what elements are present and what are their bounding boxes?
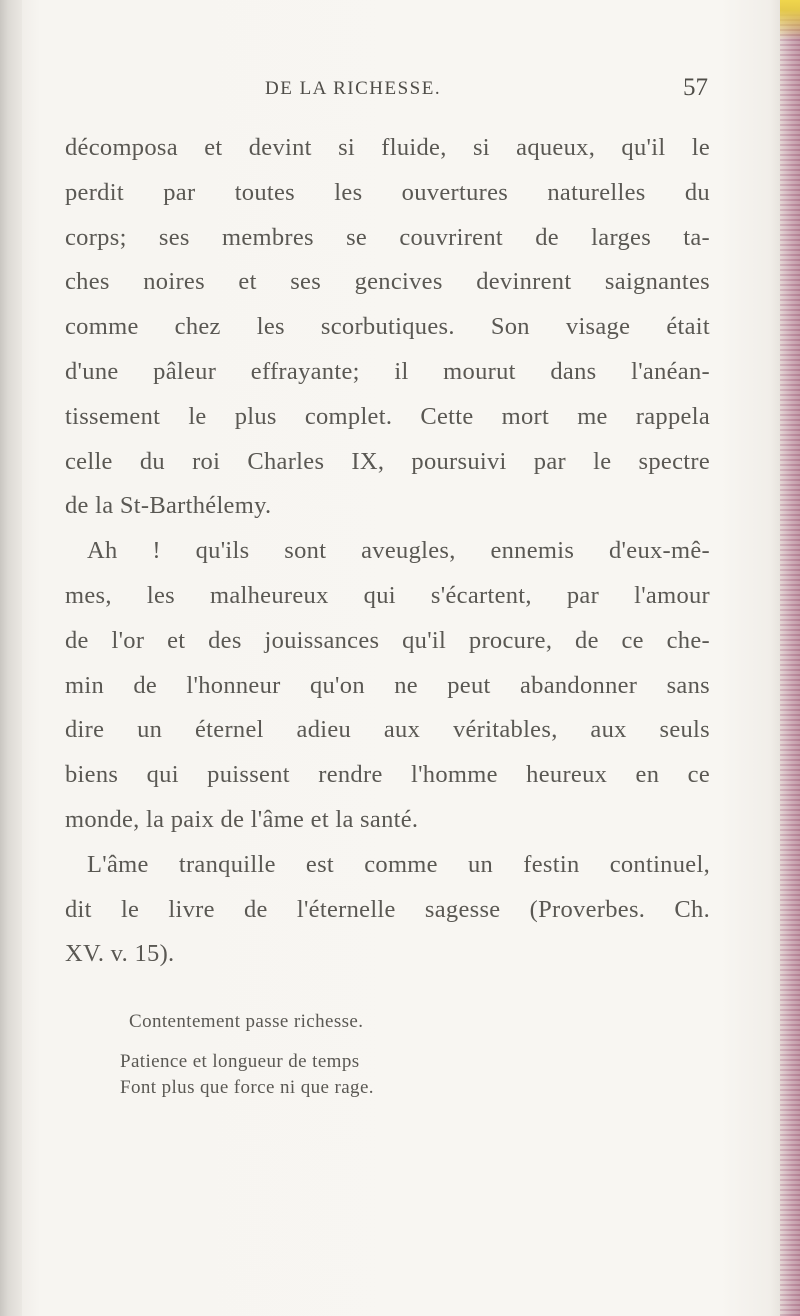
- page-header: [65, 74, 710, 108]
- body-line: décomposa et devint si fluide, si aqueux, qu'il le: [65, 134, 710, 161]
- body-line: de la St-Barthélemy.: [65, 492, 272, 520]
- verse-line: Contentement passe richesse.: [129, 1011, 364, 1032]
- verse-line: Patience et longueur de temps: [120, 1051, 360, 1072]
- body-text: [65, 126, 710, 977]
- body-line: mes, les malheureux qui s'écartent, par l'amour: [65, 581, 710, 609]
- body-line: comme chez les scorbutiques. Son visage était: [65, 313, 710, 341]
- body-line: XV. v. 15).: [65, 940, 175, 968]
- body-line: celle du roi Charles IX, poursuivi par le spectre: [65, 447, 710, 475]
- page-gutter-shadow: [0, 0, 22, 1316]
- verse-quote: [120, 1005, 640, 1105]
- page-number: 57: [683, 74, 708, 101]
- body-line: d'une pâleur effrayante; il mourut dans l'anéan-: [65, 357, 710, 385]
- body-line: biens qui puissent rendre l'homme heureux en ce: [65, 761, 710, 789]
- verse-line: Font plus que force ni que rage.: [120, 1077, 374, 1098]
- body-line: perdit par toutes les ouvertures naturelles du: [65, 178, 710, 206]
- body-line: monde, la paix de l'âme et la santé.: [65, 805, 419, 833]
- body-line: corps; ses membres se couvrirent de larges ta-: [65, 223, 710, 251]
- body-line: dire un éternel adieu aux véritables, aux seuls: [65, 716, 710, 744]
- body-line: dit le livre de l'éternelle sagesse (Proverbes. Ch.: [65, 895, 710, 923]
- book-edge-highlight: [780, 0, 800, 40]
- body-line: min de l'honneur qu'on ne peut abandonner sans: [65, 671, 710, 699]
- body-line: ches noires et ses gencives devinrent saignantes: [65, 268, 710, 296]
- body-line: L'âme tranquille est comme un festin continuel,: [87, 850, 710, 878]
- running-head: DE LA RICHESSE.: [265, 78, 442, 99]
- body-line: tissement le plus complet. Cette mort me rappela: [65, 402, 710, 430]
- book-edge: [780, 0, 800, 1316]
- body-line: Ah ! qu'ils sont aveugles, ennemis d'eux-mê-: [87, 537, 710, 565]
- body-line: de l'or et des jouissances qu'il procure, de ce che-: [65, 626, 710, 654]
